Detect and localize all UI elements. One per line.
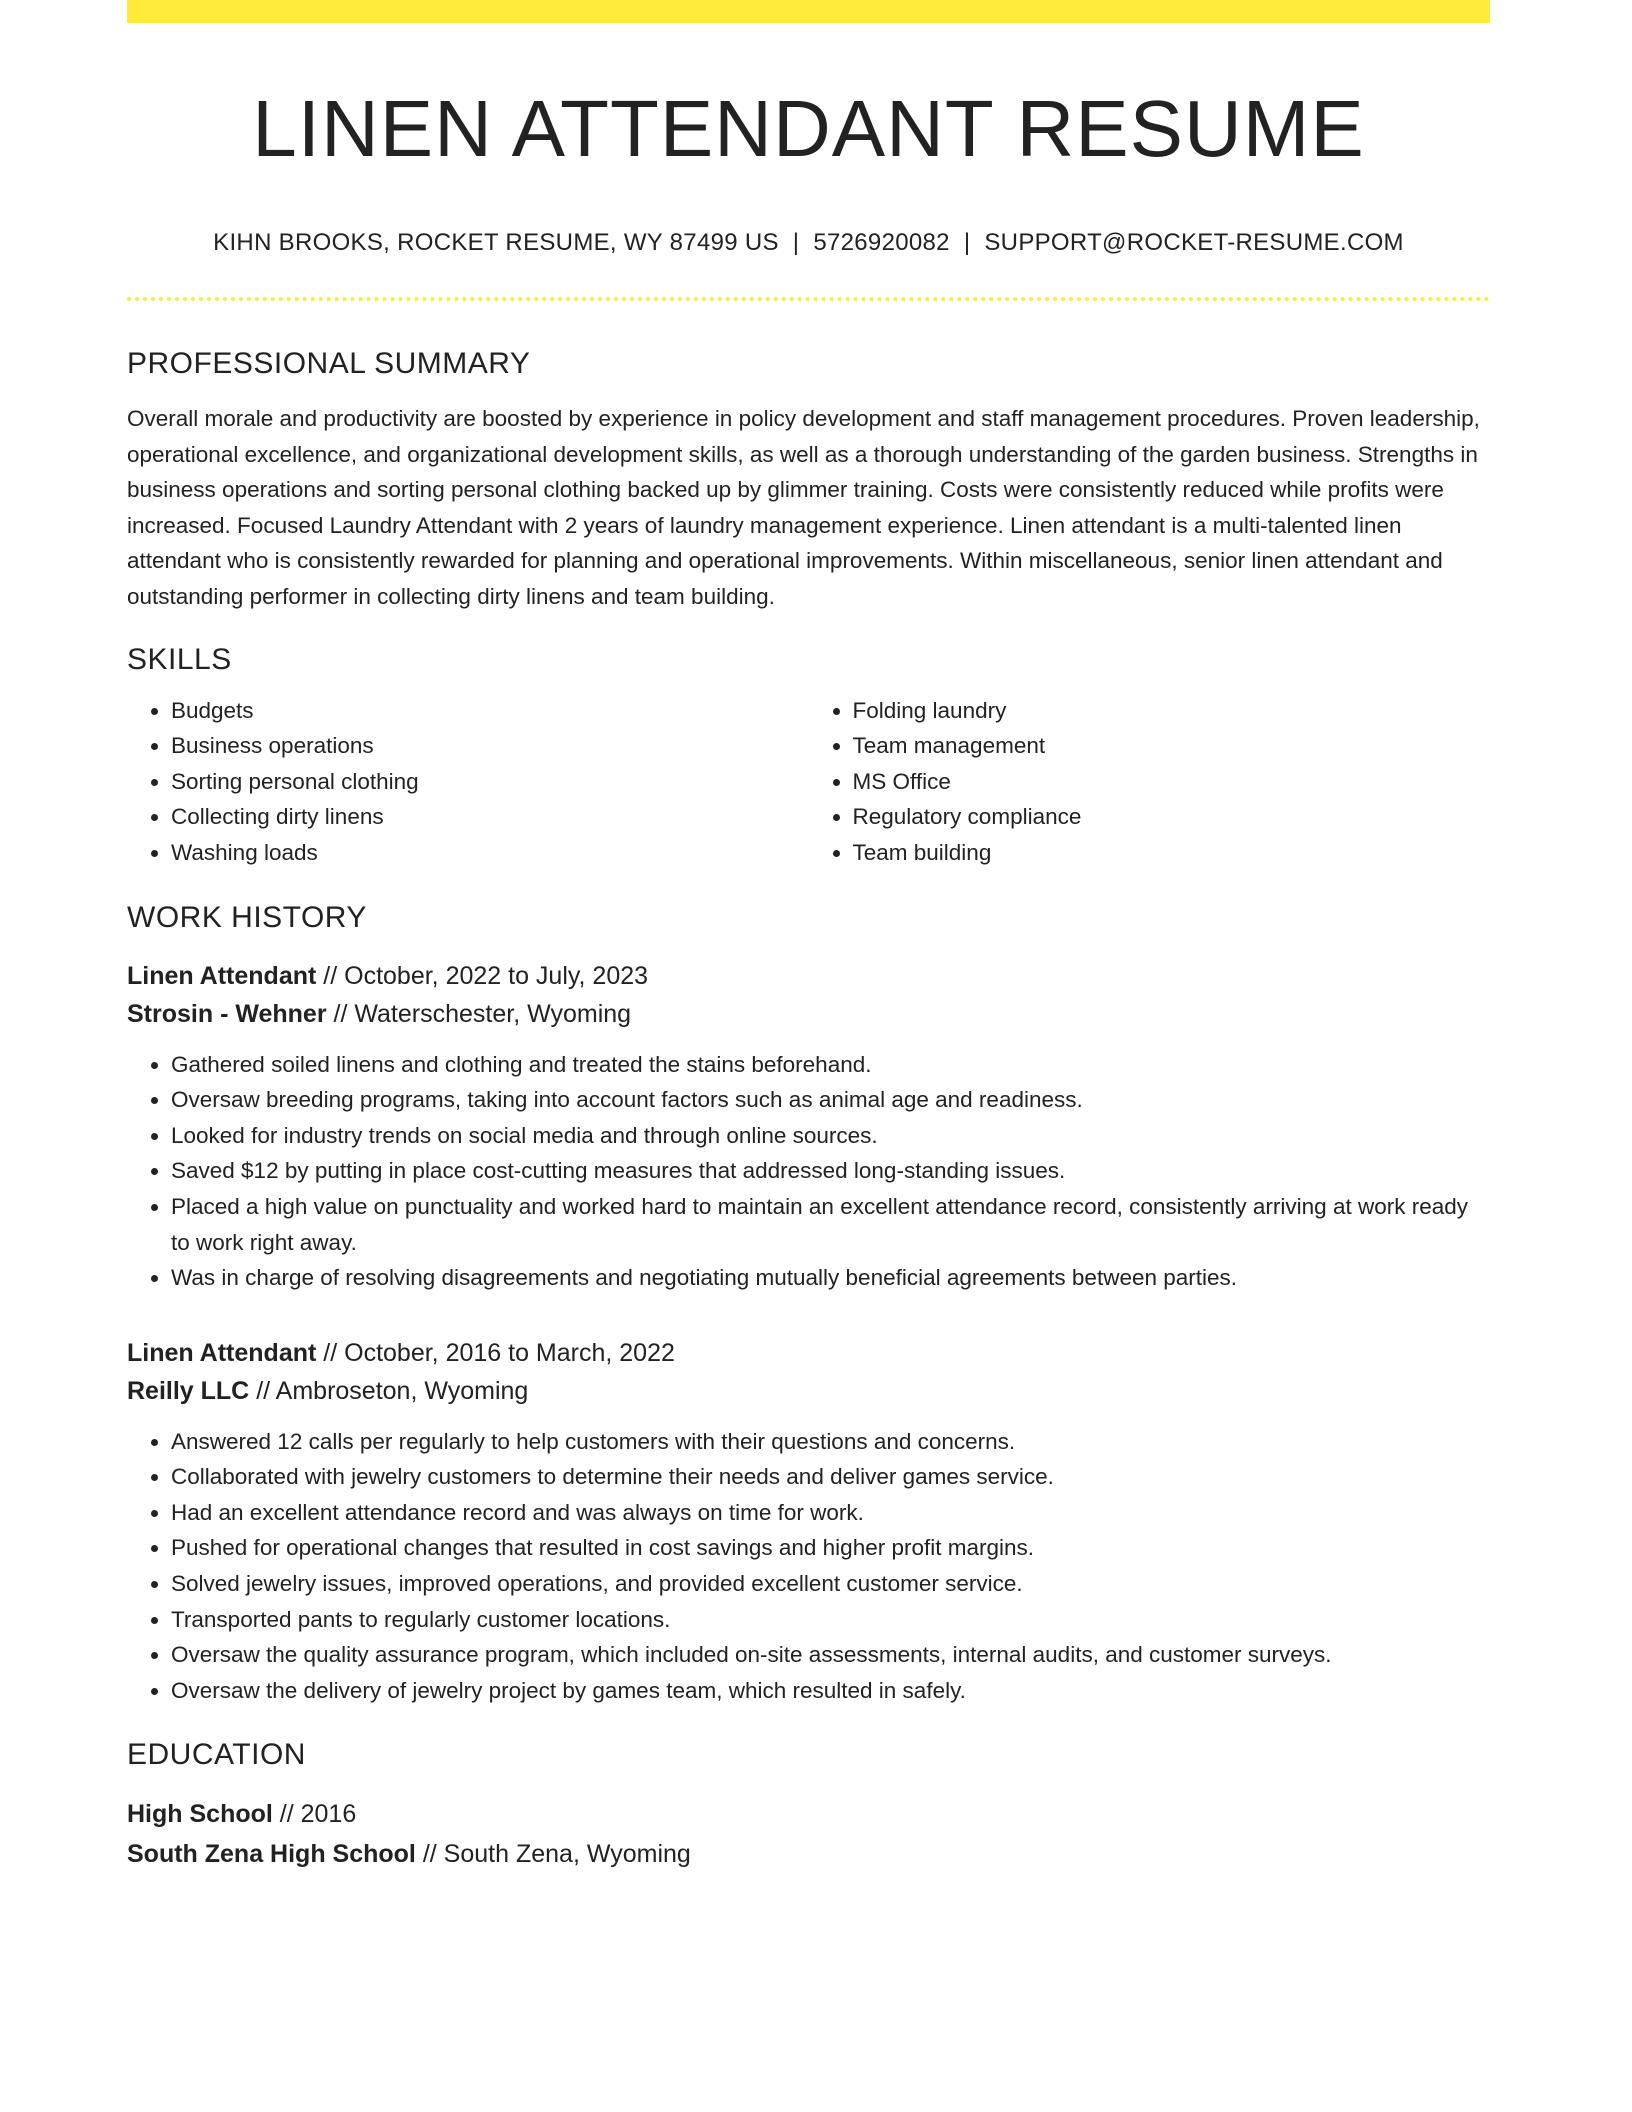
skills-column-left <box>127 693 809 871</box>
skills-heading: SKILLS <box>127 642 232 676</box>
education-heading: EDUCATION <box>127 1738 306 1772</box>
skills-column-right <box>809 693 1491 871</box>
contact-line <box>127 229 1490 257</box>
education-location: // South Zena, Wyoming <box>422 1840 691 1869</box>
job-location: // Waterschester, Wyoming <box>333 999 632 1028</box>
summary-text: Overall morale and productivity are boosted by experience in policy development and staff management procedures. Proven leadership, operational excellence, and organizational development skills, as well as a thorough understanding of the garden business. Strengths in business operations and sorting personal clothing backed up by glimmer training. Costs were consistently reduced while profits were increased. Focused Laundry Attendant with 2 years of laundry management experience. Linen attendant is a multi-talented linen attendant who is consistently rewarded for planning and operational improvements. Within miscellaneous, senior linen attendant and outstanding performer in collecting dirty linens and team building. <box>127 406 1480 609</box>
contact-separator: | <box>963 229 971 256</box>
job-title: Linen Attendant <box>127 961 317 990</box>
job-bullet: • Answered 12 calls per regularly to help customers with their questions and concerns. <box>171 1424 1490 1460</box>
job-dates: // October, 2022 to July, 2023 <box>323 961 649 990</box>
job-location: // Ambroseton, Wyoming <box>256 1376 529 1405</box>
skill-item: • Folding laundry <box>853 693 1491 729</box>
contact-email: SUPPORT@ROCKET-RESUME.COM <box>984 229 1404 256</box>
skills-list <box>127 693 1490 871</box>
job-bullet: • Pushed for operational changes that resulted in cost savings and higher profit margins. <box>171 1530 1490 1566</box>
skill-item: • Budgets <box>171 693 809 729</box>
job-title-line <box>127 1334 1490 1372</box>
skill-item: • Business operations <box>171 728 809 764</box>
summary-heading: PROFESSIONAL SUMMARY <box>127 347 531 380</box>
job-bullet: • Oversaw the delivery of jewelry project by games team, which resulted in safely. <box>171 1673 1490 1709</box>
job-bullet: • Gathered soiled linens and clothing and treated the stains beforehand. <box>171 1047 1490 1083</box>
skill-item: • Team management <box>853 728 1491 764</box>
resume-page <box>127 0 1490 1874</box>
job-title: Linen Attendant <box>127 1338 317 1367</box>
accent-top-bar <box>127 0 1490 23</box>
job-bullet: • Placed a high value on punctuality and worked hard to maintain an excellent attendance record, consistently arriving at work ready to work right away. <box>171 1189 1490 1260</box>
work-history-heading: WORK HISTORY <box>127 900 367 934</box>
job-company-line <box>127 995 1490 1033</box>
job-bullets <box>127 1424 1490 1709</box>
job-company-line <box>127 1372 1490 1410</box>
job-bullet: • Had an excellent attendance record and was always on time for work. <box>171 1495 1490 1531</box>
job-bullet: • Solved jewelry issues, improved operations, and provided excellent customer service. <box>171 1566 1490 1602</box>
education-year: // 2016 <box>279 1800 357 1829</box>
job-bullet: • Was in charge of resolving disagreements and negotiating mutually beneficial agreements between parties. <box>171 1260 1490 1296</box>
job-bullet: • Oversaw the quality assurance program, which included on-site assessments, internal audits, and customer surveys. <box>171 1637 1490 1673</box>
job-bullet: • Collaborated with jewelry customers to determine their needs and deliver games service. <box>171 1459 1490 1495</box>
education-degree: High School <box>127 1800 273 1829</box>
job-bullet: • Looked for industry trends on social media and through online sources. <box>171 1118 1490 1154</box>
education-degree-line <box>127 1794 1490 1834</box>
skill-item: • Collecting dirty linens <box>171 799 809 835</box>
skill-item: • Washing loads <box>171 835 809 871</box>
job-bullet: • Saved $12 by putting in place cost-cutting measures that addressed long-standing issues. <box>171 1153 1490 1189</box>
job-company: Reilly LLC <box>127 1376 250 1405</box>
dotted-divider <box>127 297 1490 301</box>
job-bullets <box>127 1047 1490 1296</box>
job-dates: // October, 2016 to March, 2022 <box>323 1338 675 1367</box>
skill-item: • Team building <box>853 835 1491 871</box>
job-title-line <box>127 957 1490 995</box>
contact-phone: 5726920082 <box>813 229 950 256</box>
education-school-line <box>127 1834 1490 1874</box>
skill-item: • MS Office <box>853 764 1491 800</box>
job-bullet: • Transported pants to regularly customer locations. <box>171 1602 1490 1638</box>
skill-item: • Sorting personal clothing <box>171 764 809 800</box>
resume-title: LINEN ATTENDANT RESUME <box>252 84 1365 173</box>
skill-item: • Regulatory compliance <box>853 799 1491 835</box>
contact-separator: | <box>792 229 800 256</box>
job-bullet: • Oversaw breeding programs, taking into account factors such as animal age and readiness. <box>171 1082 1490 1118</box>
contact-address: KIHN BROOKS, ROCKET RESUME, WY 87499 US <box>213 229 779 256</box>
education-school: South Zena High School <box>127 1840 416 1869</box>
job-company: Strosin - Wehner <box>127 999 327 1028</box>
